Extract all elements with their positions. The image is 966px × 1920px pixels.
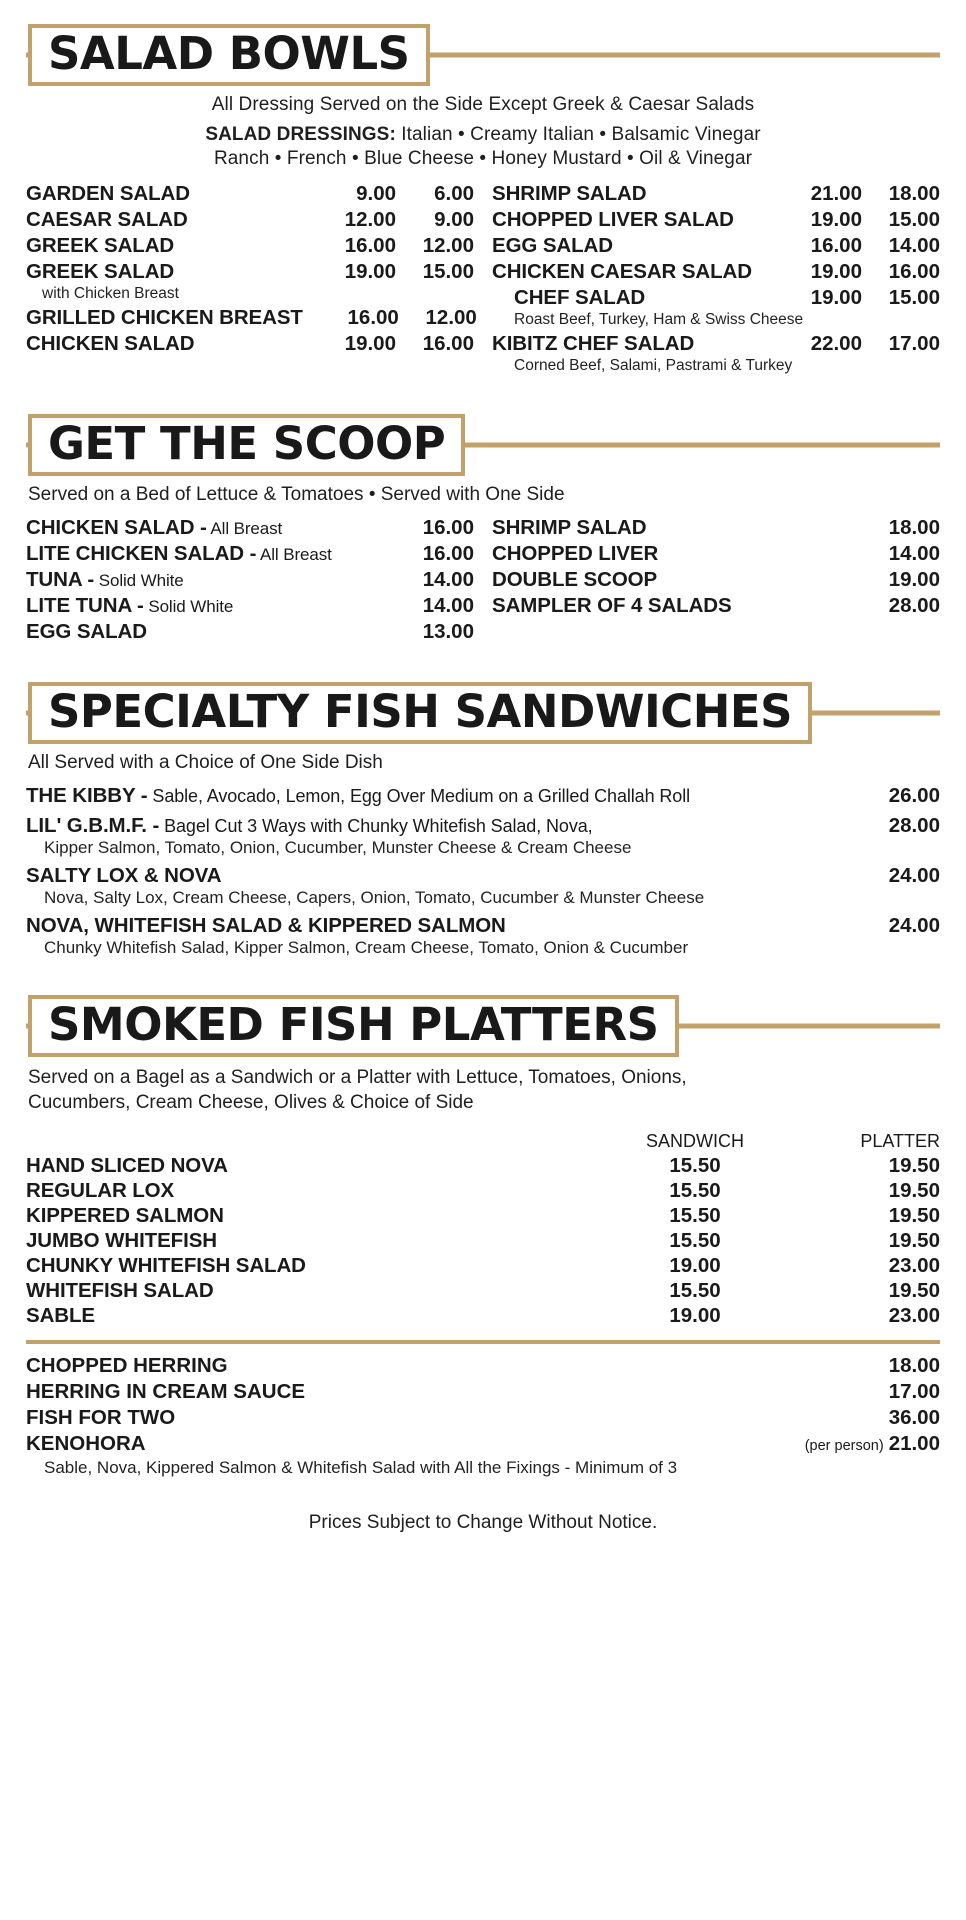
item-price: 21.00 <box>888 1432 940 1456</box>
item-name: HAND SLICED NOVA <box>26 1154 228 1178</box>
section-title-box <box>28 682 812 744</box>
salad-dressings-label: SALAD DRESSINGS: <box>205 124 396 145</box>
column-header-sandwich: SANDWICH <box>646 1131 744 1152</box>
get-the-scoop-subtitle: Served on a Bed of Lettuce & Tomatoes • Served with One Side <box>28 484 565 505</box>
smoked-fish-subtitle-line-1: Served on a Bagel as a Sandwich or a Platter with Lettuce, Tomatoes, Onions, <box>28 1067 687 1088</box>
smoked-fish-subtitle-line-2: Cucumbers, Cream Cheese, Olives & Choice of Side <box>28 1092 474 1114</box>
table-row <box>26 1254 940 1278</box>
item-description: Nova, Salty Lox, Cream Cheese, Capers, Onion, Tomato, Cucumber & Munster Cheese <box>44 888 705 907</box>
item-price: 14.00 <box>422 568 474 591</box>
item-name <box>26 542 332 566</box>
item-price: 13.00 <box>422 620 474 643</box>
item-price: 28.00 <box>888 814 940 837</box>
sandwich-price: 15.50 <box>669 1179 721 1203</box>
sandwich-price: 19.00 <box>669 1304 721 1328</box>
platter-price: 23.00 <box>888 1254 940 1278</box>
menu-row <box>26 1354 940 1378</box>
item-name: CHICKEN SALAD <box>26 332 195 355</box>
section-gap <box>26 378 940 412</box>
table-row <box>26 1229 940 1253</box>
platter-price: 19.50 <box>888 1279 940 1303</box>
item-price: 18.00 <box>888 516 940 539</box>
item-name-text: EGG SALAD <box>26 620 147 643</box>
item-price-large: 16.00 <box>347 306 399 329</box>
column-header-platter: PLATTER <box>860 1131 940 1152</box>
item-name: GREEK SALAD <box>26 260 175 283</box>
menu-row <box>514 286 940 310</box>
item-price-large: 19.00 <box>344 332 396 355</box>
item-name-text: SALTY LOX & NOVA <box>26 864 222 887</box>
sandwich-price: 15.50 <box>669 1204 721 1228</box>
menu-row <box>26 814 940 838</box>
item-price-small: 15.00 <box>422 260 474 283</box>
item-name: EGG SALAD <box>492 234 613 257</box>
item-name: WHITEFISH SALAD <box>26 1279 214 1303</box>
item-name: DOUBLE SCOOP <box>492 568 658 591</box>
menu-row <box>26 620 474 644</box>
item-name <box>26 568 184 592</box>
item-price: 18.00 <box>888 1354 940 1378</box>
item-name: SABLE <box>26 1304 95 1328</box>
menu-row <box>26 332 474 356</box>
item-name: GRILLED CHICKEN BREAST <box>26 306 303 329</box>
section-header-specialty-fish-sandwiches <box>26 680 940 746</box>
item-price-small: 16.00 <box>422 332 474 355</box>
item-price-small: 18.00 <box>888 182 940 205</box>
item-price-small: 15.00 <box>888 208 940 231</box>
menu-row <box>492 332 940 356</box>
item-price: 28.00 <box>888 594 940 617</box>
table-row <box>26 1279 940 1303</box>
section-title: SALAD BOWLS <box>48 27 410 81</box>
salad-bowls-left-column <box>26 182 477 378</box>
section-gap <box>26 646 940 680</box>
item-price-small: 14.00 <box>888 234 940 257</box>
item-name: KIPPERED SALMON <box>26 1204 224 1228</box>
platter-price: 19.50 <box>888 1204 940 1228</box>
item-price-small: 12.00 <box>422 234 474 257</box>
sandwich-price: 15.50 <box>669 1154 721 1178</box>
item-price: 24.00 <box>888 914 940 937</box>
item-name <box>26 784 690 808</box>
scoop-left-column <box>26 516 474 646</box>
menu-row <box>492 208 940 232</box>
salad-dressings-line-2: Ranch • French • Blue Cheese • Honey Mustard • Oil & Vinegar <box>213 148 753 169</box>
platter-column-headers <box>26 1131 940 1152</box>
item-name: HERRING IN CREAM SAUCE <box>26 1380 306 1404</box>
item-price: 24.00 <box>888 864 940 887</box>
item-price-large: 19.00 <box>810 208 862 231</box>
item-price-large: 16.00 <box>344 234 396 257</box>
platter-price: 23.00 <box>888 1304 940 1328</box>
item-name: CAESAR SALAD <box>26 208 188 231</box>
smoked-fish-subtitle <box>28 1065 940 1115</box>
item-name: CHICKEN CAESAR SALAD <box>492 260 752 283</box>
item-name: CHEF SALAD <box>514 286 646 309</box>
salad-bowls-right-column <box>492 182 940 378</box>
item-price-small: 15.00 <box>888 286 940 309</box>
section-header-smoked-fish-platters <box>26 993 940 1059</box>
item-name: KENOHORA <box>26 1432 146 1456</box>
item-name: CHOPPED HERRING <box>26 1354 228 1378</box>
item-price-small: 6.00 <box>434 182 474 205</box>
platter-table <box>26 1154 940 1328</box>
menu-row <box>492 594 940 618</box>
table-row <box>26 1304 940 1328</box>
menu-row <box>26 516 474 540</box>
item-name-text: LITE CHICKEN SALAD - <box>26 542 257 565</box>
salad-bowls-subtitle: All Dressing Served on the Side Except Greek & Caesar Salads <box>211 94 755 115</box>
item-price: 14.00 <box>888 542 940 565</box>
menu-row <box>26 1406 940 1430</box>
menu-row <box>492 568 940 592</box>
salad-bowls-columns <box>26 182 940 378</box>
item-name <box>26 516 282 540</box>
sandwich-price: 19.00 <box>669 1254 721 1278</box>
table-row <box>26 1204 940 1228</box>
section-title-box <box>28 414 465 476</box>
item-price-large: 22.00 <box>810 332 862 355</box>
menu-row <box>26 864 940 888</box>
specialty-fish-list <box>26 784 940 958</box>
menu-row <box>492 516 940 540</box>
item-price: 16.00 <box>422 516 474 539</box>
item-per-person-note: (per person) <box>804 1438 884 1455</box>
get-the-scoop-columns <box>26 516 940 646</box>
item-price-large: 19.00 <box>810 286 862 309</box>
item-qualifier: All Breast <box>256 545 332 564</box>
item-name: GREEK SALAD <box>26 234 175 257</box>
item-qualifier: Solid White <box>143 597 234 616</box>
item-name-text: TUNA - <box>26 568 95 591</box>
item-note: with Chicken Breast <box>42 285 179 302</box>
item-name <box>26 594 233 618</box>
item-price: 36.00 <box>888 1406 940 1430</box>
item-qualifier: Solid White <box>94 571 184 590</box>
item-name: GARDEN SALAD <box>26 182 190 205</box>
menu-row <box>26 1380 940 1404</box>
item-price-large: 12.00 <box>344 208 396 231</box>
item-price: 17.00 <box>888 1380 940 1404</box>
menu-row <box>26 542 474 566</box>
item-name <box>26 914 506 938</box>
platter-price: 19.50 <box>888 1229 940 1253</box>
platter-price: 19.50 <box>888 1154 940 1178</box>
item-name-text: CHICKEN SALAD - <box>26 516 207 539</box>
item-name: KIBITZ CHEF SALAD <box>492 332 695 355</box>
section-gap <box>26 959 940 993</box>
menu-row <box>492 182 940 206</box>
item-name: CHUNKY WHITEFISH SALAD <box>26 1254 306 1278</box>
menu-row <box>26 182 474 206</box>
item-note: Corned Beef, Salami, Pastrami & Turkey <box>514 357 793 374</box>
item-name-text: LIL' G.B.M.F. - <box>26 814 160 837</box>
item-price-small: 12.00 <box>425 306 477 329</box>
item-price-large: 19.00 <box>344 260 396 283</box>
item-description: Kipper Salmon, Tomato, Onion, Cucumber, Munster Cheese & Cream Cheese <box>44 838 632 857</box>
item-price-large: 19.00 <box>810 260 862 283</box>
smoked-fish-extras <box>26 1354 940 1478</box>
item-name: SHRIMP SALAD <box>492 182 647 205</box>
item-inline-description: Bagel Cut 3 Ways with Chunky Whitefish Salad, Nova, <box>159 816 593 836</box>
footer-note: Prices Subject to Change Without Notice. <box>308 1512 658 1534</box>
item-name <box>26 620 147 644</box>
menu-row <box>26 1432 940 1456</box>
item-price-large: 16.00 <box>810 234 862 257</box>
section-divider <box>26 1340 940 1344</box>
item-price-large: 21.00 <box>810 182 862 205</box>
menu-row <box>26 594 474 618</box>
item-name <box>26 814 593 838</box>
item-name-text: THE KIBBY - <box>26 784 148 807</box>
item-price-small: 9.00 <box>434 208 474 231</box>
sandwich-price: 15.50 <box>669 1279 721 1303</box>
table-row <box>26 1154 940 1178</box>
item-name: JUMBO WHITEFISH <box>26 1229 217 1253</box>
item-name: SHRIMP SALAD <box>492 516 647 539</box>
item-inline-description: Sable, Avocado, Lemon, Egg Over Medium on a Grilled Challah Roll <box>147 786 690 806</box>
menu-row <box>492 234 940 258</box>
salad-dressings-line-1 <box>26 124 940 146</box>
item-name-text: LITE TUNA - <box>26 594 144 617</box>
item-name: REGULAR LOX <box>26 1179 175 1203</box>
item-qualifier: All Breast <box>206 519 283 538</box>
item-description: Chunky Whitefish Salad, Kipper Salmon, Cream Cheese, Tomato, Onion & Cucumber <box>44 938 689 957</box>
item-name: FISH FOR TWO <box>26 1406 176 1430</box>
table-row <box>26 1179 940 1203</box>
section-title: GET THE SCOOP <box>48 417 446 471</box>
item-note: Roast Beef, Turkey, Ham & Swiss Cheese <box>514 311 804 328</box>
menu-row <box>26 208 474 232</box>
item-price-small: 17.00 <box>888 332 940 355</box>
specialty-fish-subtitle: All Served with a Choice of One Side Dish <box>28 752 383 773</box>
platter-price: 19.50 <box>888 1179 940 1203</box>
menu-row <box>26 784 940 808</box>
item-name: CHOPPED LIVER <box>492 542 659 565</box>
item-price: 26.00 <box>888 784 940 807</box>
section-title-box <box>28 995 679 1057</box>
menu-row <box>26 306 477 330</box>
menu-row <box>492 542 940 566</box>
section-title: SPECIALTY FISH SANDWICHES <box>48 685 793 739</box>
menu-row <box>26 234 474 258</box>
item-name: SAMPLER OF 4 SALADS <box>492 594 732 617</box>
menu-row <box>26 568 474 592</box>
item-name <box>26 864 221 888</box>
salad-dressings-list-1: Italian • Creamy Italian • Balsamic Vinegar <box>395 124 761 145</box>
menu-row <box>26 260 474 284</box>
item-price-small: 16.00 <box>888 260 940 283</box>
scoop-right-column <box>492 516 940 646</box>
item-price: 16.00 <box>422 542 474 565</box>
section-header-get-the-scoop <box>26 412 940 478</box>
item-price: 14.00 <box>422 594 474 617</box>
item-name-text: NOVA, WHITEFISH SALAD & KIPPERED SALMON <box>26 914 506 937</box>
section-title-box <box>28 24 430 86</box>
item-name: CHOPPED LIVER SALAD <box>492 208 734 231</box>
item-price-large: 9.00 <box>356 182 396 205</box>
section-header-salad-bowls <box>26 22 940 88</box>
item-description: Sable, Nova, Kippered Salmon & Whitefish Salad with All the Fixings - Minimum of 3 <box>44 1458 678 1478</box>
section-title: SMOKED FISH PLATTERS <box>48 998 659 1052</box>
item-price: 19.00 <box>888 568 940 591</box>
menu-row <box>26 914 940 938</box>
menu-row <box>492 260 940 284</box>
sandwich-price: 15.50 <box>669 1229 721 1253</box>
